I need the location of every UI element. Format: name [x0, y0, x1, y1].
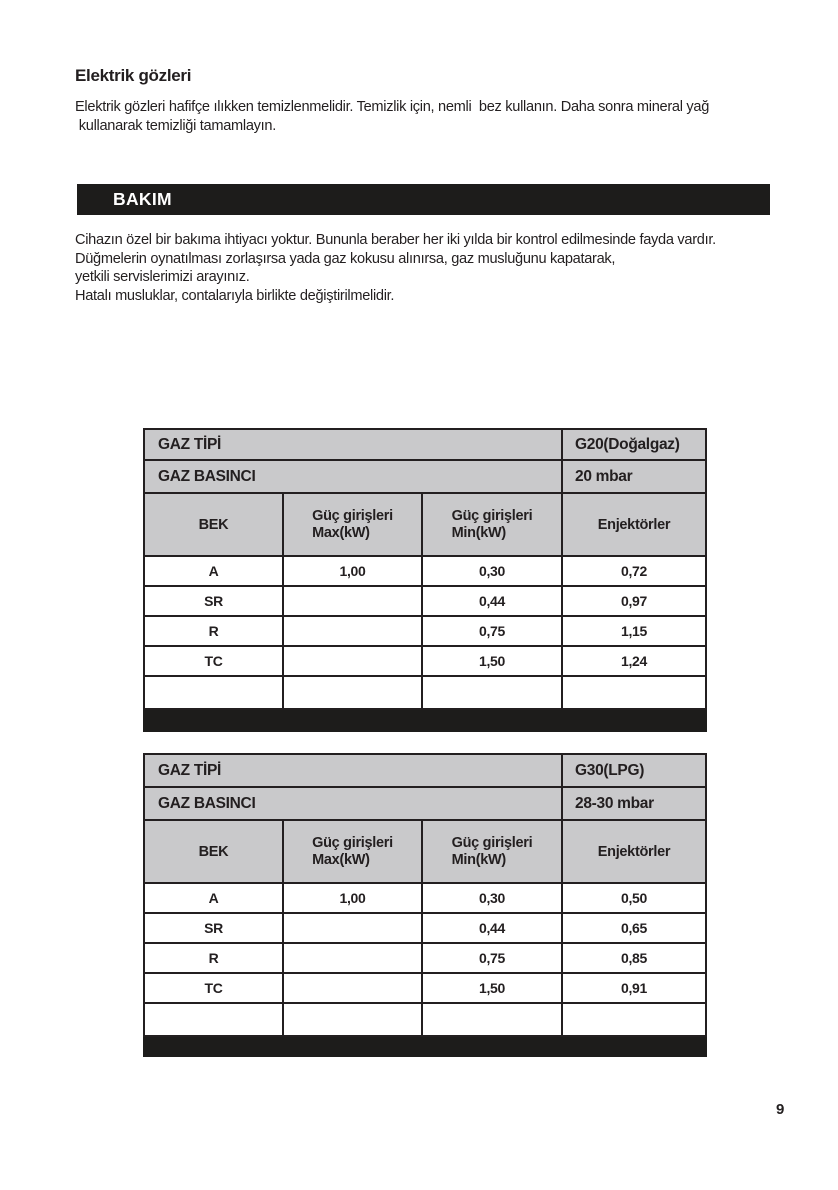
- column-header-max: [283, 493, 422, 556]
- injector-cell: [562, 676, 706, 709]
- min-cell: 0,30: [422, 883, 562, 913]
- min-cell: 1,50: [422, 646, 562, 676]
- injector-cell: 0,97: [562, 586, 706, 616]
- bakim-section-title: BAKIM: [113, 189, 172, 209]
- bakim-section-bar: [77, 184, 770, 215]
- min-cell: [422, 676, 562, 709]
- column-header-burner: BEK: [144, 820, 283, 883]
- max-cell: 1,00: [283, 883, 422, 913]
- table-row: [144, 754, 706, 787]
- maintenance-line-4: Hatalı musluklar, contalarıyla birlikte değiştirilmelidir.: [75, 287, 395, 304]
- maintenance-line-3: yetkili servislerimizi arayınız.: [75, 269, 250, 285]
- table-row: [144, 586, 706, 616]
- min-header-line1: Güç girişleri: [451, 834, 533, 851]
- min-header-line2: Min(kW): [451, 524, 506, 541]
- max-cell: [283, 973, 422, 1003]
- injector-cell: 0,91: [562, 973, 706, 1003]
- gas-pressure-value: 28-30 mbar: [562, 787, 706, 820]
- table-row: [144, 616, 706, 646]
- max-header-line2: Max(kW): [312, 524, 370, 541]
- intro-line-2: kullanarak temizliği tamamlayın.: [75, 118, 276, 134]
- max-cell: [283, 616, 422, 646]
- injector-cell: 1,15: [562, 616, 706, 646]
- injector-cell: 0,50: [562, 883, 706, 913]
- gas-type-label: GAZ TİPİ: [144, 429, 562, 460]
- burner-cell: R: [144, 616, 283, 646]
- gas-pressure-label: GAZ BASINCI: [144, 460, 562, 493]
- table-separator-row: [144, 1036, 706, 1056]
- burner-cell: A: [144, 883, 283, 913]
- intro-line-1: Elektrik gözleri hafifçe ılıkken temizlenmelidir. Temizlik için, nemli bez kullanın. Daha sonra mineral yağ: [75, 99, 710, 115]
- injector-cell: 0,72: [562, 556, 706, 586]
- table-row: [144, 883, 706, 913]
- gas-type-value: G20(Doğalgaz): [562, 429, 706, 460]
- min-header-line1: Güç girişleri: [451, 507, 533, 524]
- page-number: 9: [776, 1101, 785, 1118]
- max-header-line1: Güç girişleri: [312, 834, 393, 851]
- table-row: [144, 646, 706, 676]
- table-separator-row: [144, 709, 706, 731]
- min-cell: 0,75: [422, 943, 562, 973]
- table-row: [144, 460, 706, 493]
- section-heading-elektrik-gozleri: Elektrik gözleri: [75, 66, 192, 85]
- column-header-injectors: Enjektörler: [562, 820, 706, 883]
- max-cell: 1,00: [283, 556, 422, 586]
- burner-cell: TC: [144, 646, 283, 676]
- maintenance-line-2: Düğmelerin oynatılması zorlaşırsa yada gaz kokusu alınırsa, gaz musluğunu kapatarak,: [75, 250, 616, 267]
- max-cell: [283, 943, 422, 973]
- max-cell: [283, 646, 422, 676]
- column-header-injectors: Enjektörler: [562, 493, 706, 556]
- injector-cell: [562, 1003, 706, 1036]
- burner-cell: SR: [144, 586, 283, 616]
- table-empty-row: [144, 676, 706, 709]
- table-bottom-bar: [144, 1036, 706, 1056]
- max-cell: [283, 676, 422, 709]
- injector-cell: 1,24: [562, 646, 706, 676]
- burner-cell: R: [144, 943, 283, 973]
- injector-cell: 0,85: [562, 943, 706, 973]
- column-header-min: [422, 820, 562, 883]
- table-row: [144, 787, 706, 820]
- max-header-line2: Max(kW): [312, 851, 370, 868]
- gas-type-label: GAZ TİPİ: [144, 754, 562, 787]
- burner-cell: TC: [144, 973, 283, 1003]
- table-header-row: [144, 493, 706, 556]
- gas-pressure-value: 20 mbar: [562, 460, 706, 493]
- table-row: [144, 943, 706, 973]
- maintenance-line-1: Cihazın özel bir bakıma ihtiyacı yoktur. Bununla beraber her iki yılda bir kontrol edilmesinde fayda vardır.: [75, 232, 716, 248]
- maintenance-paragraph: [75, 231, 795, 305]
- min-cell: 0,75: [422, 616, 562, 646]
- table-row: [144, 556, 706, 586]
- max-cell: [283, 586, 422, 616]
- burner-cell: A: [144, 556, 283, 586]
- min-cell: 0,44: [422, 586, 562, 616]
- gas-table-g20: [143, 428, 707, 732]
- burner-cell: [144, 676, 283, 709]
- table-row: [144, 913, 706, 943]
- max-cell: [283, 1003, 422, 1036]
- table-row: [144, 973, 706, 1003]
- intro-paragraph: [75, 98, 785, 136]
- column-header-min: [422, 493, 562, 556]
- injector-cell: 0,65: [562, 913, 706, 943]
- burner-cell: [144, 1003, 283, 1036]
- table-separator-bar: [144, 709, 706, 731]
- table-empty-row: [144, 1003, 706, 1036]
- min-header-line2: Min(kW): [451, 851, 506, 868]
- table-header-row: [144, 820, 706, 883]
- min-cell: [422, 1003, 562, 1036]
- max-cell: [283, 913, 422, 943]
- column-header-max: [283, 820, 422, 883]
- min-cell: 0,30: [422, 556, 562, 586]
- max-header-line1: Güç girişleri: [312, 507, 393, 524]
- min-cell: 0,44: [422, 913, 562, 943]
- table-row: [144, 429, 706, 460]
- gas-pressure-label: GAZ BASINCI: [144, 787, 562, 820]
- gas-table-g30: [143, 753, 707, 1057]
- min-cell: 1,50: [422, 973, 562, 1003]
- gas-type-value: G30(LPG): [562, 754, 706, 787]
- burner-cell: SR: [144, 913, 283, 943]
- column-header-burner: BEK: [144, 493, 283, 556]
